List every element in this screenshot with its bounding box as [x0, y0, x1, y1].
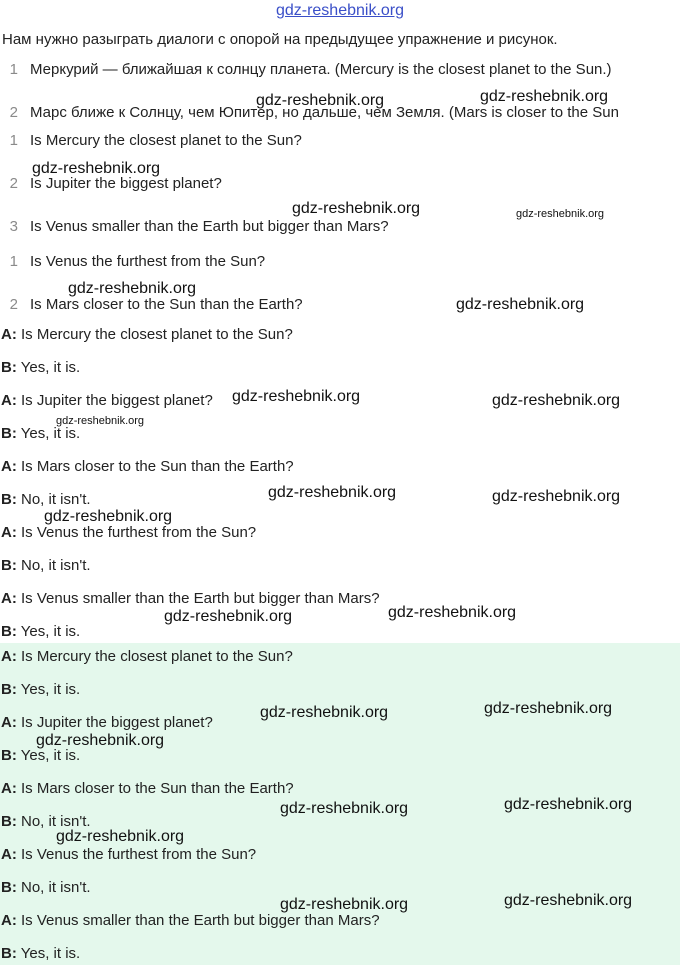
- speaker: B:: [1, 681, 17, 698]
- dialogue-line: [1, 780, 294, 798]
- item-text: Is Venus the furthest from the Sun?: [30, 253, 266, 270]
- watermark: gdz-reshebnik.org: [32, 160, 161, 177]
- speaker: B:: [1, 747, 17, 764]
- dialogue-text: Yes, it is.: [16, 945, 81, 962]
- item-text: Is Mars closer to the Sun than the Earth?: [30, 296, 303, 313]
- watermark: gdz-reshebnik.org: [492, 488, 621, 505]
- dialogue-text: Is Jupiter the biggest planet?: [16, 392, 213, 409]
- dialogue-line: [1, 681, 80, 699]
- item-number: 2: [9, 296, 18, 313]
- dialogue-line: [1, 557, 91, 575]
- dialogue-text: Yes, it is.: [16, 425, 81, 442]
- item-number: 1: [9, 132, 18, 149]
- watermark: gdz-reshebnik.org: [268, 484, 397, 501]
- item-text: Is Venus smaller than the Earth but bigger than Mars?: [30, 218, 389, 235]
- list-item: [0, 61, 612, 79]
- dialogue-text: Is Venus the furthest from the Sun?: [16, 524, 257, 541]
- item-number: 1: [9, 253, 18, 270]
- speaker: A:: [1, 912, 17, 929]
- speaker: A:: [1, 590, 17, 607]
- dialogue-line: [1, 458, 294, 476]
- item-text: Is Jupiter the biggest planet?: [30, 175, 222, 192]
- list-item: [0, 296, 303, 314]
- watermark: gdz-reshebnik.org: [280, 896, 409, 913]
- dialogue-text: No, it isn't.: [16, 813, 91, 830]
- dialogue-line: [1, 912, 380, 930]
- dialogue-text: Yes, it is.: [16, 623, 81, 640]
- speaker: B:: [1, 359, 17, 376]
- watermark: gdz-reshebnik.org: [388, 604, 517, 621]
- item-text: Is Mercury the closest planet to the Sun?: [30, 132, 302, 149]
- speaker: B:: [1, 879, 17, 896]
- watermark: gdz-reshebnik.org: [56, 828, 185, 845]
- watermark: gdz-reshebnik.org: [68, 280, 197, 297]
- item-text: Меркурий — ближайшая к солнцу планета. (Mercury is the closest planet to the Sun.): [30, 61, 612, 78]
- dialogue-text: No, it isn't.: [16, 557, 91, 574]
- watermark: gdz-reshebnik.org: [516, 208, 605, 220]
- watermark: gdz-reshebnik.org: [164, 608, 293, 625]
- watermark: gdz-reshebnik.org: [492, 392, 621, 409]
- dialogue-line: [1, 623, 80, 641]
- dialogue-line: [1, 846, 256, 864]
- speaker: A:: [1, 326, 17, 343]
- dialogue-line: [1, 326, 293, 344]
- dialogue-text: No, it isn't.: [16, 879, 91, 896]
- speaker: B:: [1, 425, 17, 442]
- item-number: 2: [9, 104, 18, 121]
- dialogue-line: [1, 524, 256, 542]
- dialogue-text: Is Venus smaller than the Earth but bigger than Mars?: [16, 912, 380, 929]
- watermark: gdz-reshebnik.org: [36, 732, 165, 749]
- dialogue-line: [1, 945, 80, 963]
- dialogue-line: [1, 392, 213, 410]
- dialogue-text: No, it isn't.: [16, 491, 91, 508]
- watermark: gdz-reshebnik.org: [56, 415, 145, 427]
- list-item: [0, 132, 302, 150]
- watermark: gdz-reshebnik.org: [260, 704, 389, 721]
- item-number: 1: [9, 61, 18, 78]
- site-link[interactable]: gdz-reshebnik.org: [275, 2, 405, 19]
- dialogue-text: Yes, it is.: [16, 681, 81, 698]
- dialogue-line: [1, 491, 91, 509]
- speaker: A:: [1, 714, 17, 731]
- speaker: A:: [1, 648, 17, 665]
- dialogue-line: [1, 590, 380, 608]
- list-item: [0, 218, 389, 236]
- dialogue-text: Is Venus the furthest from the Sun?: [16, 846, 257, 863]
- dialogue-line: [1, 359, 80, 377]
- dialogue-text: Is Mars closer to the Sun than the Earth?: [16, 458, 294, 475]
- speaker: B:: [1, 813, 17, 830]
- dialogue-text: Yes, it is.: [16, 359, 81, 376]
- speaker: A:: [1, 524, 17, 541]
- watermark: gdz-reshebnik.org: [44, 508, 173, 525]
- watermark: gdz-reshebnik.org: [292, 200, 421, 217]
- speaker: B:: [1, 623, 17, 640]
- dialogue-text: Is Mercury the closest planet to the Sun?: [16, 648, 293, 665]
- dialogue-text: Is Mars closer to the Sun than the Earth?: [16, 780, 294, 797]
- watermark: gdz-reshebnik.org: [256, 92, 385, 109]
- watermark: gdz-reshebnik.org: [484, 700, 613, 717]
- speaker: A:: [1, 458, 17, 475]
- item-number: 2: [9, 175, 18, 192]
- dialogue-line: [1, 648, 293, 666]
- item-text: Марс ближе к Солнцу, чем Юпитер, но дальше, чем Земля. (Mars is closer to the Sun: [30, 104, 619, 121]
- dialogue-text: Is Jupiter the biggest planet?: [16, 714, 213, 731]
- dialogue-line: [1, 879, 91, 897]
- speaker: A:: [1, 780, 17, 797]
- speaker: B:: [1, 945, 17, 962]
- list-item: [0, 253, 265, 271]
- watermark: gdz-reshebnik.org: [232, 388, 361, 405]
- intro-text: Нам нужно разыграть диалоги с опорой на предыдущее упражнение и рисунок.: [2, 31, 558, 48]
- dialogue-text: Yes, it is.: [16, 747, 81, 764]
- watermark: gdz-reshebnik.org: [504, 892, 633, 909]
- watermark: gdz-reshebnik.org: [280, 800, 409, 817]
- speaker: B:: [1, 491, 17, 508]
- speaker: A:: [1, 846, 17, 863]
- speaker: A:: [1, 392, 17, 409]
- watermark: gdz-reshebnik.org: [456, 296, 585, 313]
- dialogue-text: Is Mercury the closest planet to the Sun?: [16, 326, 293, 343]
- speaker: B:: [1, 557, 17, 574]
- watermark: gdz-reshebnik.org: [480, 88, 609, 105]
- item-number: 3: [9, 218, 18, 235]
- dialogue-line: [1, 714, 213, 732]
- dialogue-text: Is Venus smaller than the Earth but bigger than Mars?: [16, 590, 380, 607]
- watermark: gdz-reshebnik.org: [504, 796, 633, 813]
